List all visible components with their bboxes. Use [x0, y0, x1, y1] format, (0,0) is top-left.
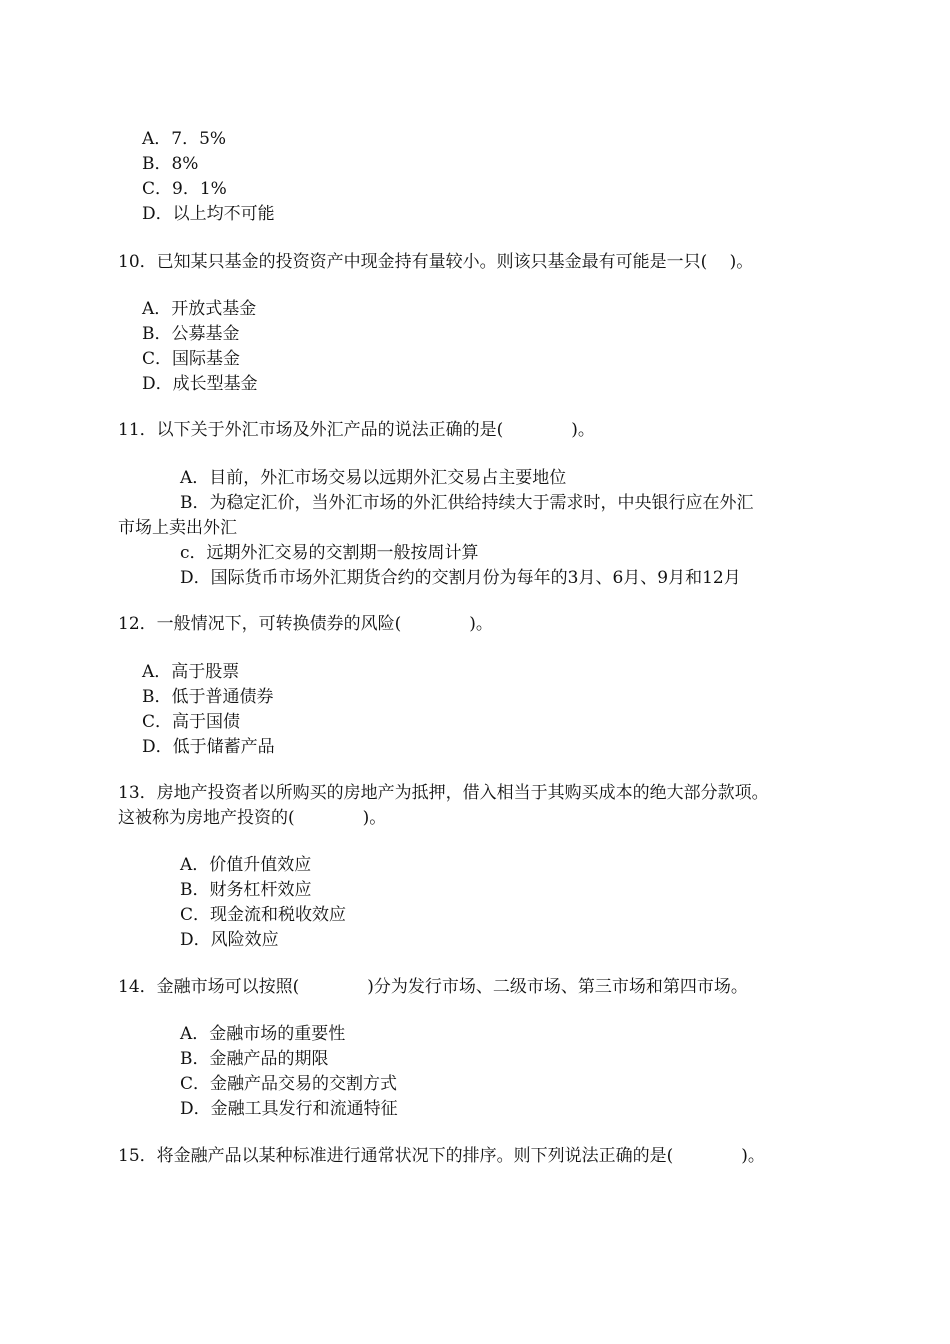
q9-option-c: C．9．1%	[142, 179, 227, 199]
q10-stem: 10．已知某只基金的投资资产中现金持有量较小。则该只基金最有可能是一只( )。	[118, 252, 754, 272]
q11-option-d: D．国际货币市场外汇期货合约的交割月份为每年的3月、6月、9月和12月	[180, 568, 741, 588]
q9-option-b: B．8%	[142, 154, 199, 174]
q13-option-d: D．风险效应	[180, 930, 279, 950]
q13-option-b: B．财务杠杆效应	[180, 880, 312, 900]
q11-option-a: A．目前，外汇市场交易以远期外汇交易占主要地位	[180, 468, 567, 488]
q11-option-b-line1: B．为稳定汇价，当外汇市场的外汇供给持续大于需求时，中央银行应在外汇	[180, 493, 754, 513]
q14-option-a: A．金融市场的重要性	[180, 1024, 346, 1044]
q9-option-d: D．以上均不可能	[142, 204, 275, 224]
q11-option-c: c．远期外汇交易的交割期一般按周计算	[180, 543, 479, 563]
q12-option-d: D．低于储蓄产品	[142, 737, 275, 757]
q11-stem: 11．以下关于外汇市场及外汇产品的说法正确的是( )。	[118, 420, 595, 440]
q15-stem: 15．将金融产品以某种标准进行通常状况下的排序。则下列说法正确的是( )。	[118, 1146, 765, 1166]
q13-option-a: A．价值升值效应	[180, 855, 312, 875]
q10-option-b: B．公募基金	[142, 324, 240, 344]
q13-stem-line1: 13．房地产投资者以所购买的房地产为抵押，借入相当于其购买成本的绝大部分款项。	[118, 783, 769, 803]
q12-option-a: A．高于股票	[142, 662, 240, 682]
q12-option-c: C．高于国债	[142, 712, 241, 732]
q13-option-c: C．现金流和税收效应	[180, 905, 347, 925]
q10-option-d: D．成长型基金	[142, 374, 258, 394]
q14-stem: 14．金融市场可以按照( )分为发行市场、二级市场、第三市场和第四市场。	[118, 977, 748, 997]
q14-option-b: B．金融产品的期限	[180, 1049, 329, 1069]
q12-stem: 12．一般情况下，可转换债券的风险( )。	[118, 614, 493, 634]
q9-option-a: A．7．5%	[142, 129, 227, 149]
q10-option-a: A．开放式基金	[142, 299, 257, 319]
q14-option-c: C．金融产品交易的交割方式	[180, 1074, 398, 1094]
q13-stem-line2: 这被称为房地产投资的( )。	[118, 808, 387, 828]
q10-option-c: C．国际基金	[142, 349, 241, 369]
q12-option-b: B．低于普通债券	[142, 687, 274, 707]
q14-option-d: D．金融工具发行和流通特征	[180, 1099, 398, 1119]
q11-option-b-line2: 市场上卖出外汇	[118, 518, 237, 538]
